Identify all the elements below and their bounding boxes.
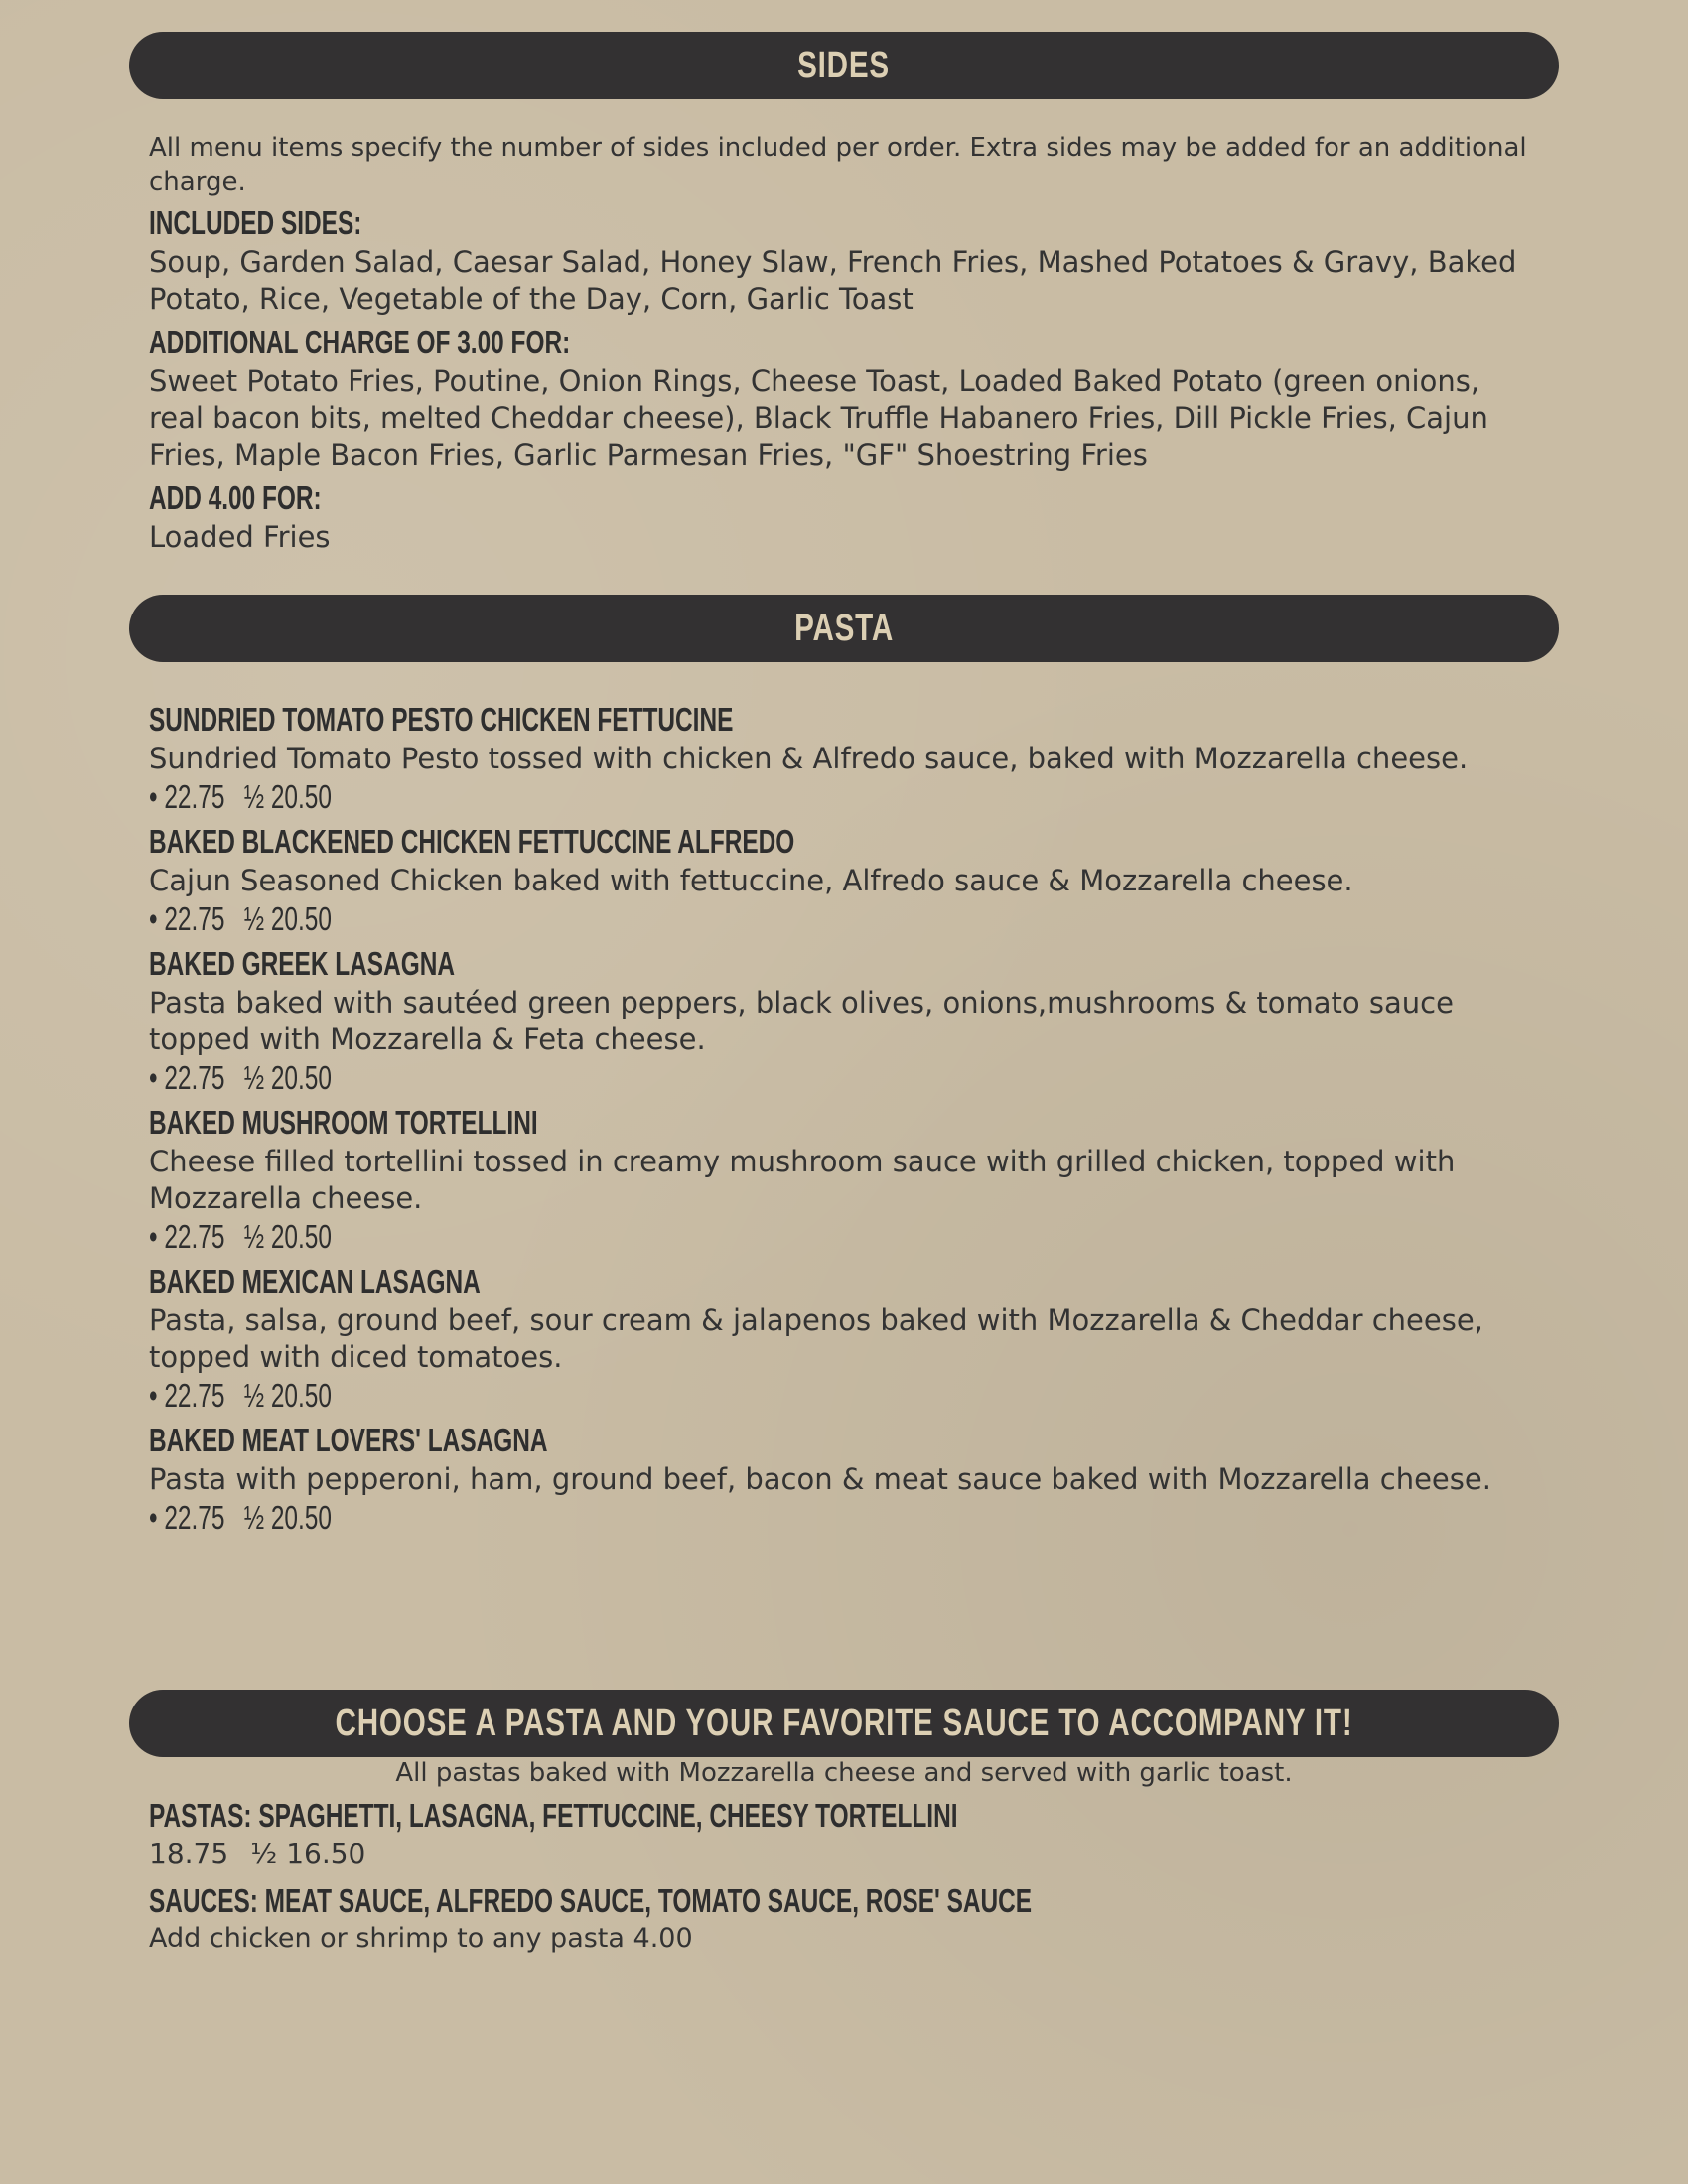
pasta-item-price (149, 1498, 1178, 1538)
pasta-item-name: BAKED GREEK LASAGNA (149, 945, 455, 982)
pasta-item-price (149, 1058, 1178, 1098)
sides-banner (129, 32, 1559, 99)
full-price: • 22.75 (149, 778, 225, 815)
add-4-heading: ADD 4.00 FOR: (149, 479, 322, 516)
pasta-section (149, 699, 1539, 1542)
sides-section (149, 131, 1539, 556)
pasta-item-desc: Pasta, salsa, ground beef, sour cream & jalapenos baked with Mozzarella & Cheddar cheese, topped with diced tomatoes. (149, 1303, 1483, 1374)
pasta-item (149, 1102, 1539, 1257)
pasta-item (149, 699, 1539, 817)
additional-charge-heading: ADDITIONAL CHARGE OF 3.00 FOR: (149, 324, 571, 360)
included-sides-list: Soup, Garden Salad, Caesar Salad, Honey Slaw, French Fries, Mashed Potatoes & Gravy, Baked Potato, Rice, Vegetable of the Day, Corn, Garlic Toast (149, 245, 1517, 316)
pasta-item-price (149, 1376, 1178, 1416)
additional-sides-list: Sweet Potato Fries, Poutine, Onion Rings, Cheese Toast, Loaded Baked Potato (green onions, real bacon bits, melted Cheddar cheese), Black Truffle Habanero Fries, Dill Pickle Fries, Cajun Fries, Maple Bacon Fries, Garlic Parmesan Fries, "GF" Shoestring Fries (149, 364, 1488, 472)
pasta-item-desc: Pasta baked with sautéed green peppers, black olives, onions,mushrooms & tomato sauce topped with Mozzarella & Feta cheese. (149, 986, 1454, 1056)
pasta-item (149, 821, 1539, 939)
pasta-item-desc: Pasta with pepperoni, ham, ground beef, bacon & meat sauce baked with Mozzarella cheese. (149, 1462, 1491, 1496)
included-sides-heading: INCLUDED SIDES: (149, 205, 362, 241)
half-price: ½ 20.50 (243, 778, 332, 815)
pasta-banner (129, 595, 1559, 662)
pasta-item-price (149, 899, 1178, 939)
full-price: • 22.75 (149, 900, 225, 937)
pasta-item-desc: Cajun Seasoned Chicken baked with fettuccine, Alfredo sauce & Mozzarella cheese. (149, 864, 1353, 897)
choose-pasta-subtitle: All pastas baked with Mozzarella cheese and served with garlic toast. (395, 1758, 1293, 1788)
pasta-title: PASTA (794, 607, 894, 649)
half-price: ½ 20.50 (243, 1059, 332, 1096)
choose-pasta-title: CHOOSE A PASTA AND YOUR FAVORITE SAUCE TO ACCOMPANY IT! (335, 1702, 1353, 1744)
full-price: • 22.75 (149, 1499, 225, 1536)
half-price: ½ 20.50 (243, 1377, 332, 1414)
add-4-list: Loaded Fries (149, 520, 331, 554)
pasta-item (149, 943, 1539, 1098)
full-price: • 22.75 (149, 1377, 225, 1414)
pasta-item (149, 1261, 1539, 1416)
full-price: • 22.75 (149, 1218, 225, 1255)
half-price: ½ 20.50 (243, 1499, 332, 1536)
pasta-item-name: SUNDRIED TOMATO PESTO CHICKEN FETTUCINE (149, 701, 734, 738)
choose-pasta-banner (129, 1690, 1559, 1757)
sides-intro: All menu items specify the number of sides included per order. Extra sides may be added for an additional charge. (149, 133, 1527, 197)
pastas-price (149, 1837, 1539, 1872)
pasta-item-desc: Sundried Tomato Pesto tossed with chicken & Alfredo sauce, baked with Mozzarella cheese. (149, 742, 1469, 775)
choose-pasta-section (149, 1795, 1539, 1955)
pasta-item (149, 1420, 1539, 1538)
pasta-item-name: BAKED MUSHROOM TORTELLINI (149, 1104, 538, 1141)
full-price: 18.75 (149, 1838, 229, 1870)
pasta-item-name: BAKED MEXICAN LASAGNA (149, 1263, 481, 1299)
pastas-heading: PASTAS: SPAGHETTI, LASAGNA, FETTUCCINE, CHEESY TORTELLINI (149, 1797, 958, 1834)
sauces-heading: SAUCES: MEAT SAUCE, ALFREDO SAUCE, TOMATO SAUCE, ROSE' SAUCE (149, 1882, 1033, 1919)
pasta-item-price (149, 1217, 1178, 1257)
pasta-item-desc: Cheese filled tortellini tossed in creamy mushroom sauce with grilled chicken, topped with Mozzarella cheese. (149, 1145, 1456, 1215)
half-price: ½ 20.50 (243, 1218, 332, 1255)
pasta-item-name: BAKED MEAT LOVERS' LASAGNA (149, 1422, 548, 1458)
full-price: • 22.75 (149, 1059, 225, 1096)
half-price: ½ 16.50 (250, 1838, 366, 1870)
pasta-addon: Add chicken or shrimp to any pasta 4.00 (149, 1923, 693, 1954)
sides-title: SIDES (797, 44, 891, 86)
half-price: ½ 20.50 (243, 900, 332, 937)
pasta-item-price (149, 777, 1178, 817)
pasta-item-name: BAKED BLACKENED CHICKEN FETTUCCINE ALFREDO (149, 823, 795, 860)
